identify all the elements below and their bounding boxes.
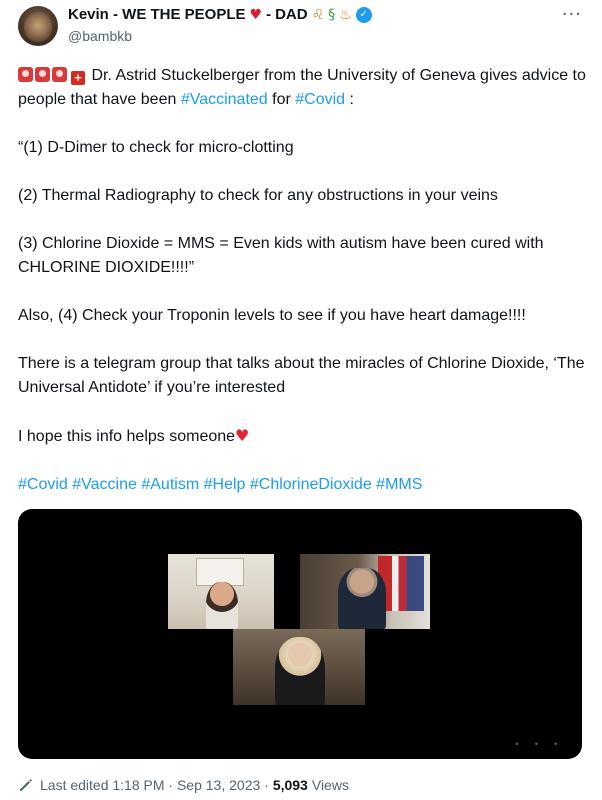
participant-image [338, 568, 386, 629]
edited-timestamp-link[interactable]: Last edited 1:18 PM · Sep 13, 2023 · [40, 777, 269, 793]
author-handle[interactable]: @bambkb [68, 28, 133, 44]
hashtag-link[interactable]: #Autism [141, 476, 200, 493]
author-name-separator: - [266, 6, 272, 23]
more-options-icon[interactable]: ··· [561, 4, 582, 25]
video-participant-tile [233, 629, 365, 705]
tweet-telegram-paragraph: There is a telegram group that talks about the miracles of Chlorine Dioxide, ‘The Universal Antidote’ if you’re interested [18, 355, 585, 396]
video-player[interactable] [18, 509, 582, 759]
siren-icon [18, 67, 33, 82]
hashtag-link[interactable]: #Covid [18, 476, 68, 493]
tweet-item-2: (2) Thermal Radiography to check for any obstructions in your veins [18, 187, 498, 204]
red-heart-icon: ♥ [249, 6, 263, 23]
views-count: 5,093 [272, 777, 308, 793]
lion-face-icon: ♌ [311, 6, 325, 23]
intro-text: Dr. Astrid Stuckelberger from the University of Geneva gives advice to people that have been [18, 67, 586, 108]
tweet-hashtags [18, 473, 588, 497]
author-name-suffix: DAD [275, 6, 308, 23]
hashtag-link[interactable]: #Vaccine [72, 476, 137, 493]
fire-icon: ♨ [339, 6, 352, 23]
hashtag-link[interactable]: #Help [203, 476, 246, 493]
tweet-item-4: Also, (4) Check your Troponin levels to see if you have heart damage!!!! [18, 307, 526, 324]
siren-icon [35, 67, 50, 82]
tweet-footer [18, 777, 349, 793]
tweet-item-3: (3) Chlorine Dioxide = MMS = Even kids with autism have been cured with CHLORINE DIOXIDE!!!!” [18, 235, 544, 276]
pencil-edit-icon[interactable] [18, 777, 34, 793]
author-name-line[interactable] [68, 6, 372, 23]
tweet-header [18, 4, 588, 48]
verified-badge-icon[interactable]: ✓ [356, 7, 372, 23]
siren-icon [52, 67, 67, 82]
tweet-item-1: “(1) D-Dimer to check for micro-clotting [18, 139, 294, 156]
swiss-flag-icon: + [71, 71, 85, 85]
tweet-text [18, 64, 588, 521]
views-label: Views [311, 777, 349, 793]
red-heart-icon: ♥ [235, 426, 250, 445]
video-participant-tile [168, 554, 274, 629]
hashtag-link[interactable]: #MMS [376, 476, 423, 493]
tweet-closing-paragraph [18, 424, 588, 449]
video-controls-dots[interactable]: • • • [514, 740, 564, 749]
video-participant-tile [300, 554, 430, 629]
hashtag-vaccinated-link[interactable]: #Vaccinated [180, 91, 268, 108]
intro-for-text: for [272, 91, 291, 108]
tweet-paragraph-intro [18, 64, 588, 112]
intro-colon: : [349, 91, 354, 108]
closing-text: I hope this info helps someone [18, 428, 236, 445]
dragon-icon: § [328, 6, 336, 23]
participant-image [275, 637, 325, 705]
hashtag-link[interactable]: #ChlorineDioxide [249, 476, 372, 493]
avatar[interactable] [18, 6, 58, 46]
avatar-lion-image [24, 12, 52, 42]
author-display-name[interactable]: Kevin - WE THE PEOPLE [68, 6, 246, 23]
participant-image [206, 582, 238, 629]
hashtag-covid-inline-link[interactable]: #Covid [295, 91, 346, 108]
